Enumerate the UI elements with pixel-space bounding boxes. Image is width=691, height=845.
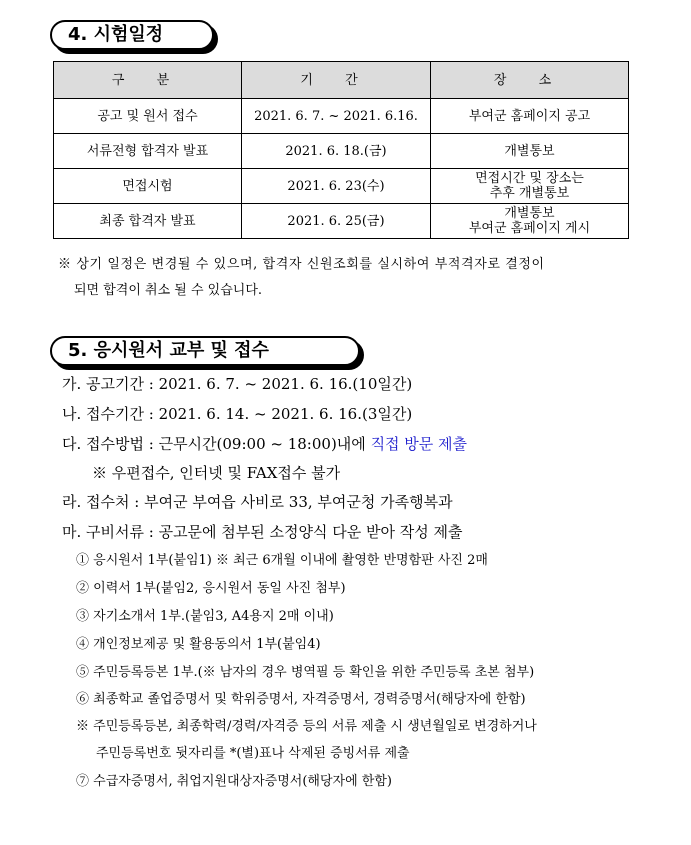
list-item: 주민등록번호 뒷자리를 *(별)표나 삭제된 증빙서류 제출 <box>96 746 410 761</box>
place-line: 추후 개별통보 <box>489 186 570 201</box>
list-item: ② 이력서 1부(붙임2, 응시원서 동일 사진 첨부) <box>76 581 346 596</box>
header-period: 기 간 <box>242 62 431 99</box>
table-row <box>54 99 629 134</box>
schedule-table <box>53 61 629 239</box>
table-row <box>54 134 629 169</box>
place-line: 개별통보 <box>504 143 555 159</box>
row-place <box>431 134 629 169</box>
application-method <box>62 434 467 454</box>
row-place <box>431 99 629 134</box>
row-period: 2021. 6. 23(수) <box>242 169 431 204</box>
section-5-title: 5. 응시원서 교부 및 접수 <box>50 336 360 366</box>
row-category: 서류전형 합격자 발표 <box>54 134 242 169</box>
list-item: ⑤ 주민등록등본 1부.(※ 남자의 경우 병역필 등 확인을 위한 주민등록 초본 첨부) <box>76 665 535 680</box>
application-method-text: 다. 접수방법 : 근무시간(09:00 ~ 18:00)내에 <box>62 435 371 453</box>
list-item: ⑦ 수급자증명서, 취업지원대상자증명서(해당자에 한함) <box>76 774 392 789</box>
place-line: 개별통보 <box>504 206 555 221</box>
row-period: 2021. 6. 18.(금) <box>242 134 431 169</box>
row-place <box>431 204 629 239</box>
list-item: ③ 자기소개서 1부.(붙임3, A4용지 2매 이내) <box>76 609 334 624</box>
list-item: ④ 개인정보제공 및 활용동의서 1부(붙임4) <box>76 637 321 652</box>
section-4-heading <box>50 20 214 50</box>
header-place: 장 소 <box>431 62 629 99</box>
row-period: 2021. 6. 7. ~ 2021. 6.16. <box>242 99 431 134</box>
section-5-heading <box>50 336 360 366</box>
row-category: 공고 및 원서 접수 <box>54 99 242 134</box>
application-period: 나. 접수기간 : 2021. 6. 14. ~ 2021. 6. 16.(3일간) <box>62 405 413 423</box>
required-documents: 마. 구비서류 : 공고문에 첨부된 소정양식 다운 받아 작성 제출 <box>62 523 463 541</box>
application-method-highlight: 직접 방문 제출 <box>370 435 468 453</box>
table-row <box>54 169 629 204</box>
section-4-title: 4. 시험일정 <box>50 20 214 50</box>
place-line: 부여군 홈페이지 게시 <box>468 221 591 236</box>
row-category: 면접시험 <box>54 169 242 204</box>
schedule-header-row <box>54 62 629 99</box>
place-line: 부여군 홈페이지 공고 <box>468 108 591 124</box>
schedule-note-line1: ※ 상기 일정은 변경될 수 있으며, 합격자 신원조회를 실시하여 부적격자로 결정이 <box>58 257 545 272</box>
list-item: ※ 주민등록등본, 최종학력/경력/자격증 등의 서류 제출 시 생년월일로 변경하거나 <box>76 719 537 734</box>
header-category: 구 분 <box>54 62 242 99</box>
row-category: 최종 합격자 발표 <box>54 204 242 239</box>
row-place <box>431 169 629 204</box>
application-method-note: ※ 우편접수, 인터넷 및 FAX접수 불가 <box>92 464 341 482</box>
place-line: 면접시간 및 장소는 <box>475 171 584 186</box>
application-place: 라. 접수처 : 부여군 부여읍 사비로 33, 부여군청 가족행복과 <box>62 493 453 511</box>
table-row <box>54 204 629 239</box>
list-item: ⑥ 최종학교 졸업증명서 및 학위증명서, 자격증명서, 경력증명서(해당자에 한함) <box>76 692 526 707</box>
schedule-note-line2: 되면 합격이 취소 될 수 있습니다. <box>74 283 263 298</box>
posting-period: 가. 공고기간 : 2021. 6. 7. ~ 2021. 6. 16.(10일간) <box>62 375 413 393</box>
row-period: 2021. 6. 25(금) <box>242 204 431 239</box>
list-item: ① 응시원서 1부(붙임1) ※ 최근 6개월 이내에 촬영한 반명함판 사진 2매 <box>76 553 488 568</box>
